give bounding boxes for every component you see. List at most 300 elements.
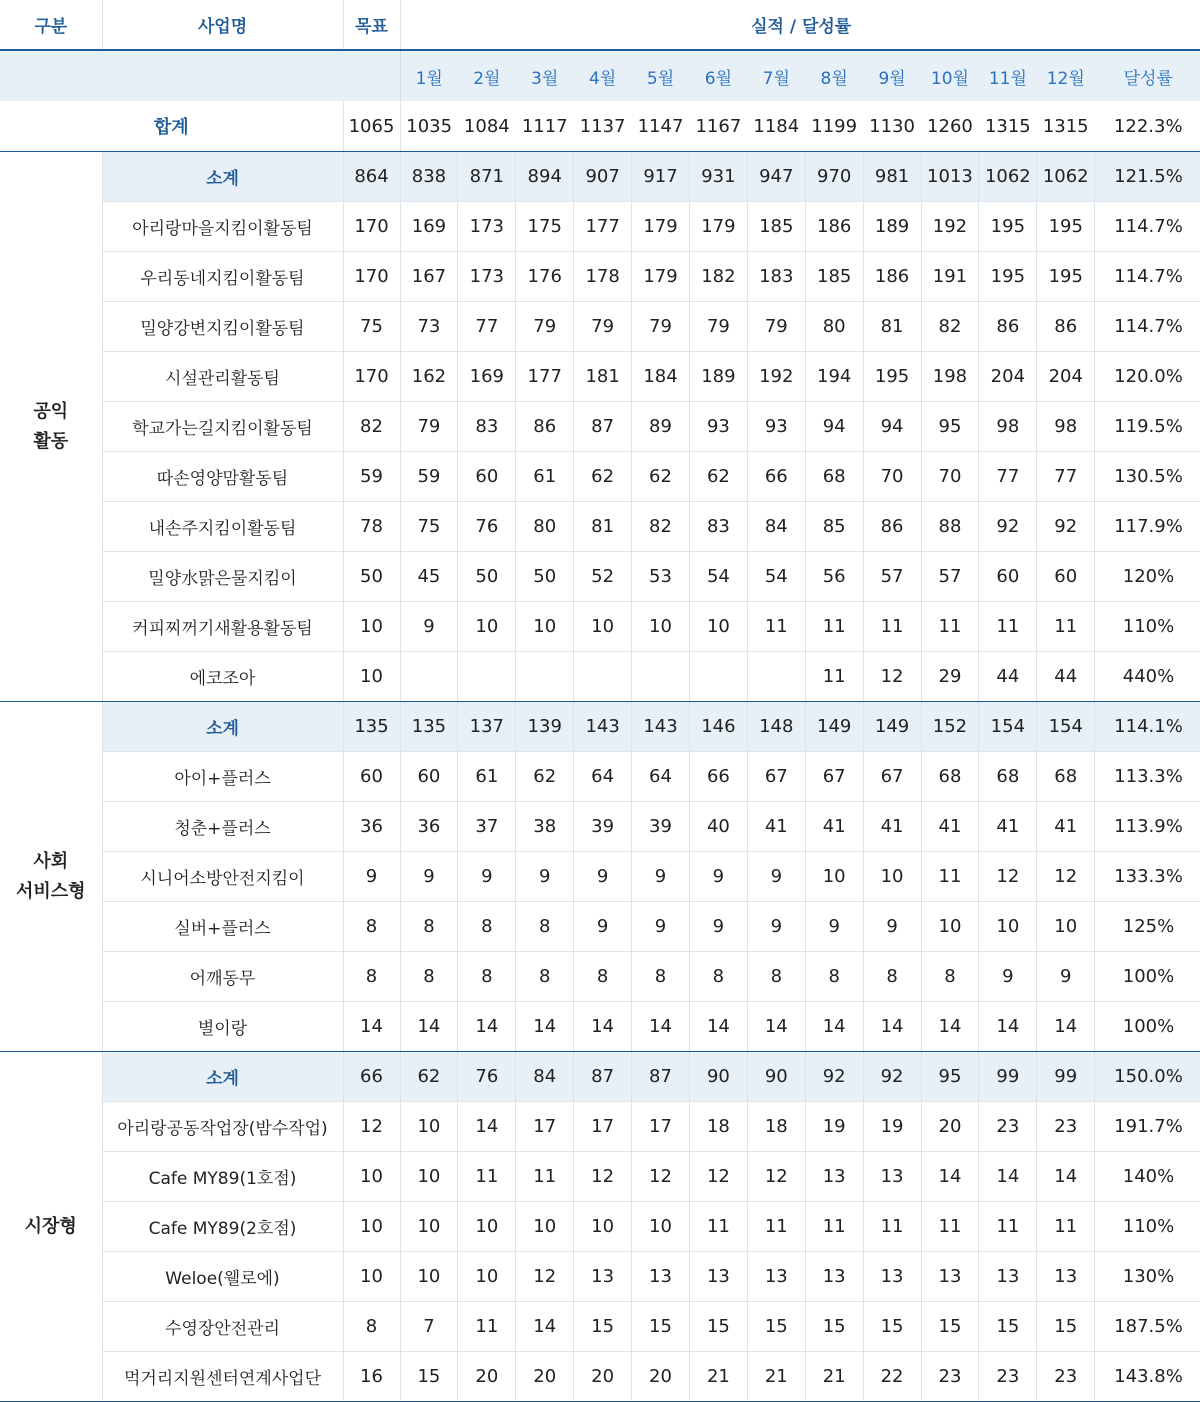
month-cell: 8 (921, 952, 979, 1002)
table-row (0, 752, 1200, 802)
month-cell: 186 (863, 252, 921, 302)
goal-cell: 78 (343, 502, 400, 552)
goal-cell: 10 (343, 1202, 400, 1252)
month-cell (689, 652, 747, 702)
month-cell: 9 (689, 852, 747, 902)
rate-cell: 125% (1095, 902, 1200, 952)
month-cell: 9 (574, 902, 632, 952)
project-name: 실버+플러스 (102, 902, 343, 952)
project-name: 내손주지킴이활동팀 (102, 502, 343, 552)
month-cell: 173 (458, 252, 516, 302)
month-cell: 18 (747, 1102, 805, 1152)
total-month-cell: 1260 (921, 101, 979, 152)
table-row (0, 1352, 1200, 1402)
month-cell: 94 (863, 402, 921, 452)
project-name: 밀양水맑은물지킴이 (102, 552, 343, 602)
month-header-cell: 10월 (921, 50, 979, 101)
project-name: 에코조아 (102, 652, 343, 702)
month-cell: 13 (805, 1252, 863, 1302)
month-cell: 8 (458, 902, 516, 952)
month-cell: 10 (458, 1202, 516, 1252)
month-cell: 135 (400, 702, 458, 752)
month-cell: 137 (458, 702, 516, 752)
table-row (0, 852, 1200, 902)
month-cell: 75 (400, 502, 458, 552)
month-cell: 85 (805, 502, 863, 552)
goal-cell: 170 (343, 352, 400, 402)
month-cell: 19 (863, 1102, 921, 1152)
month-cell: 11 (979, 602, 1037, 652)
month-cell: 9 (516, 852, 574, 902)
month-cell: 195 (1037, 252, 1095, 302)
month-cell: 98 (1037, 402, 1095, 452)
goal-cell: 10 (343, 652, 400, 702)
month-cell: 182 (689, 252, 747, 302)
project-name: 커피찌꺼기새활용활동팀 (102, 602, 343, 652)
month-cell: 195 (979, 202, 1037, 252)
month-header-cell: 5월 (632, 50, 690, 101)
month-cell: 80 (516, 502, 574, 552)
month-cell: 45 (400, 552, 458, 602)
table-row (0, 1102, 1200, 1152)
month-cell (747, 652, 805, 702)
month-cell: 8 (747, 952, 805, 1002)
goal-cell: 170 (343, 252, 400, 302)
month-cell: 12 (1037, 852, 1095, 902)
month-cell: 84 (516, 1052, 574, 1102)
month-cell: 9 (574, 852, 632, 902)
month-cell: 61 (458, 752, 516, 802)
month-cell: 12 (979, 852, 1037, 902)
month-cell: 154 (979, 702, 1037, 752)
month-cell: 194 (805, 352, 863, 402)
month-cell: 20 (516, 1352, 574, 1402)
month-cell: 179 (632, 252, 690, 302)
goal-cell: 9 (343, 852, 400, 902)
month-cell: 204 (1037, 352, 1095, 402)
month-cell: 8 (400, 902, 458, 952)
month-cell: 67 (747, 752, 805, 802)
month-cell: 54 (689, 552, 747, 602)
rate-cell: 143.8% (1095, 1352, 1200, 1402)
month-cell: 10 (400, 1252, 458, 1302)
month-cell: 917 (632, 152, 690, 202)
month-cell: 41 (1037, 802, 1095, 852)
month-cell: 90 (689, 1052, 747, 1102)
month-cell: 8 (632, 952, 690, 1002)
month-cell: 189 (689, 352, 747, 402)
month-cell: 14 (921, 1002, 979, 1052)
month-cell: 81 (574, 502, 632, 552)
month-cell: 87 (574, 1052, 632, 1102)
month-cell (400, 652, 458, 702)
goal-cell: 36 (343, 802, 400, 852)
goal-cell: 60 (343, 752, 400, 802)
month-cell: 181 (574, 352, 632, 402)
month-cell: 10 (1037, 902, 1095, 952)
month-cell: 14 (747, 1002, 805, 1052)
project-name: 아리랑공동작업장(밤수작업) (102, 1102, 343, 1152)
month-cell: 79 (400, 402, 458, 452)
month-cell: 21 (689, 1352, 747, 1402)
table-row (0, 802, 1200, 852)
month-cell: 66 (689, 752, 747, 802)
month-cell: 13 (979, 1252, 1037, 1302)
rate-cell: 191.7% (1095, 1102, 1200, 1152)
table-row (0, 1252, 1200, 1302)
rate-cell: 110% (1095, 602, 1200, 652)
month-cell: 13 (863, 1252, 921, 1302)
month-cell: 22 (863, 1352, 921, 1402)
month-cell: 18 (689, 1102, 747, 1152)
month-header-cell: 7월 (747, 50, 805, 101)
month-cell: 20 (921, 1102, 979, 1152)
month-cell: 23 (979, 1352, 1037, 1402)
month-cell: 82 (632, 502, 690, 552)
table-row (0, 552, 1200, 602)
month-cell: 13 (689, 1252, 747, 1302)
month-header-cell: 6월 (689, 50, 747, 101)
month-cell: 14 (1037, 1152, 1095, 1202)
month-cell: 154 (1037, 702, 1095, 752)
month-cell: 11 (458, 1302, 516, 1352)
table-row (0, 202, 1200, 252)
goal-cell: 82 (343, 402, 400, 452)
month-cell: 79 (516, 302, 574, 352)
month-cell: 11 (921, 602, 979, 652)
total-month-cell: 1130 (863, 101, 921, 152)
month-cell: 50 (458, 552, 516, 602)
month-cell: 14 (574, 1002, 632, 1052)
month-cell: 86 (516, 402, 574, 452)
month-cell: 9 (689, 902, 747, 952)
project-name: 소계 (102, 702, 343, 752)
month-cell: 23 (1037, 1102, 1095, 1152)
subtotal-row (0, 1052, 1200, 1102)
month-cell: 143 (574, 702, 632, 752)
month-cell: 41 (805, 802, 863, 852)
month-cell: 53 (632, 552, 690, 602)
month-cell: 59 (400, 452, 458, 502)
month-cell: 204 (979, 352, 1037, 402)
total-month-cell: 1137 (574, 101, 632, 152)
month-cell: 15 (689, 1302, 747, 1352)
month-cell: 23 (979, 1102, 1037, 1152)
month-cell: 29 (921, 652, 979, 702)
total-row (0, 101, 1200, 152)
month-cell: 60 (458, 452, 516, 502)
total-month-cell: 1199 (805, 101, 863, 152)
rate-cell: 114.7% (1095, 302, 1200, 352)
month-cell: 36 (400, 802, 458, 852)
total-month-cell: 1315 (979, 101, 1037, 152)
month-cell: 8 (516, 902, 574, 952)
month-cell: 12 (863, 652, 921, 702)
month-cell: 1062 (1037, 152, 1095, 202)
month-cell: 41 (921, 802, 979, 852)
month-cell: 77 (1037, 452, 1095, 502)
month-cell: 39 (574, 802, 632, 852)
total-rate-cell: 122.3% (1095, 101, 1200, 152)
month-cell: 21 (805, 1352, 863, 1402)
month-cell: 189 (863, 202, 921, 252)
month-cell: 82 (921, 302, 979, 352)
month-cell: 54 (747, 552, 805, 602)
rate-cell: 117.9% (1095, 502, 1200, 552)
month-cell: 80 (805, 302, 863, 352)
month-cell: 86 (863, 502, 921, 552)
goal-cell: 16 (343, 1352, 400, 1402)
goal-cell: 12 (343, 1102, 400, 1152)
month-cell: 931 (689, 152, 747, 202)
month-cell: 169 (400, 202, 458, 252)
month-cell: 57 (863, 552, 921, 602)
project-name: 소계 (102, 1052, 343, 1102)
rate-cell: 150.0% (1095, 1052, 1200, 1102)
rate-cell: 114.7% (1095, 202, 1200, 252)
month-cell: 11 (921, 852, 979, 902)
month-cell: 19 (805, 1102, 863, 1152)
month-cell: 15 (574, 1302, 632, 1352)
month-cell: 981 (863, 152, 921, 202)
month-cell: 92 (863, 1052, 921, 1102)
month-cell: 192 (747, 352, 805, 402)
month-cell: 8 (805, 952, 863, 1002)
month-cell: 9 (400, 602, 458, 652)
month-cell: 17 (632, 1102, 690, 1152)
month-cell: 83 (458, 402, 516, 452)
month-cell: 13 (574, 1252, 632, 1302)
month-cell: 9 (747, 902, 805, 952)
month-cell: 60 (1037, 552, 1095, 602)
month-cell: 14 (458, 1002, 516, 1052)
goal-cell: 8 (343, 902, 400, 952)
month-cell: 64 (632, 752, 690, 802)
project-name: Cafe MY89(2호점) (102, 1202, 343, 1252)
month-cell: 38 (516, 802, 574, 852)
month-cell: 79 (574, 302, 632, 352)
rate-cell: 100% (1095, 952, 1200, 1002)
month-cell: 9 (458, 852, 516, 902)
month-cell: 907 (574, 152, 632, 202)
subtotal-row (0, 152, 1200, 202)
month-cell: 198 (921, 352, 979, 402)
month-cell: 93 (689, 402, 747, 452)
goal-cell: 50 (343, 552, 400, 602)
month-cell: 10 (458, 1252, 516, 1302)
rate-cell: 120% (1095, 552, 1200, 602)
month-cell: 14 (805, 1002, 863, 1052)
month-cell: 9 (805, 902, 863, 952)
total-month-cell: 1184 (747, 101, 805, 152)
rate-cell: 119.5% (1095, 402, 1200, 452)
month-cell: 50 (516, 552, 574, 602)
month-cell: 183 (747, 252, 805, 302)
month-cell: 90 (747, 1052, 805, 1102)
month-cell: 44 (1037, 652, 1095, 702)
month-cell: 162 (400, 352, 458, 402)
month-header-cell: 12월 (1037, 50, 1095, 101)
month-cell: 68 (921, 752, 979, 802)
month-cell (632, 652, 690, 702)
project-name: 어깨동무 (102, 952, 343, 1002)
month-cell: 88 (921, 502, 979, 552)
month-cell: 14 (1037, 1002, 1095, 1052)
total-label: 합계 (0, 101, 343, 152)
rate-cell: 114.1% (1095, 702, 1200, 752)
month-cell: 178 (574, 252, 632, 302)
total-month-cell: 1035 (400, 101, 458, 152)
month-header-cell: 3월 (516, 50, 574, 101)
month-cell: 62 (400, 1052, 458, 1102)
month-cell: 79 (747, 302, 805, 352)
month-cell: 14 (400, 1002, 458, 1052)
month-header-cell: 8월 (805, 50, 863, 101)
rate-cell: 440% (1095, 652, 1200, 702)
month-cell: 15 (863, 1302, 921, 1352)
month-cell: 10 (689, 602, 747, 652)
project-name: Cafe MY89(1호점) (102, 1152, 343, 1202)
table-row (0, 652, 1200, 702)
table-row (0, 352, 1200, 402)
month-cell: 11 (921, 1202, 979, 1252)
header-goal: 목표 (343, 0, 400, 50)
month-cell: 14 (516, 1002, 574, 1052)
goal-cell: 10 (343, 1152, 400, 1202)
month-cell: 149 (863, 702, 921, 752)
total-month-cell: 1147 (632, 101, 690, 152)
month-cell: 1062 (979, 152, 1037, 202)
month-cell: 23 (921, 1352, 979, 1402)
month-cell: 8 (574, 952, 632, 1002)
goal-cell: 135 (343, 702, 400, 752)
month-cell: 41 (747, 802, 805, 852)
table-row (0, 1002, 1200, 1052)
project-name: Weloe(웰로에) (102, 1252, 343, 1302)
month-cell: 76 (458, 502, 516, 552)
month-cell: 60 (400, 752, 458, 802)
rate-cell: 133.3% (1095, 852, 1200, 902)
month-cell: 179 (689, 202, 747, 252)
month-cell (574, 652, 632, 702)
month-cell: 41 (863, 802, 921, 852)
table-row (0, 602, 1200, 652)
month-cell: 14 (863, 1002, 921, 1052)
month-cell: 86 (1037, 302, 1095, 352)
goal-cell: 10 (343, 602, 400, 652)
month-row-goal-blank (343, 50, 400, 101)
month-cell: 99 (979, 1052, 1037, 1102)
month-cell: 9 (1037, 952, 1095, 1002)
goal-cell: 10 (343, 1252, 400, 1302)
month-cell: 62 (632, 452, 690, 502)
month-cell: 70 (863, 452, 921, 502)
project-name: 시설관리활동팀 (102, 352, 343, 402)
goal-cell: 8 (343, 952, 400, 1002)
month-cell: 62 (689, 452, 747, 502)
month-cell: 79 (632, 302, 690, 352)
month-cell: 14 (921, 1152, 979, 1202)
month-cell: 184 (632, 352, 690, 402)
month-cell: 87 (632, 1052, 690, 1102)
table-row (0, 1202, 1200, 1252)
month-cell: 13 (863, 1152, 921, 1202)
month-cell: 67 (863, 752, 921, 802)
month-cell: 70 (921, 452, 979, 502)
month-cell: 17 (516, 1102, 574, 1152)
month-cell: 10 (863, 852, 921, 902)
month-cell: 192 (921, 202, 979, 252)
month-cell: 12 (516, 1252, 574, 1302)
month-cell: 185 (747, 202, 805, 252)
table-row (0, 302, 1200, 352)
group-label: 시장형 (0, 1052, 102, 1402)
month-cell: 92 (1037, 502, 1095, 552)
month-cell: 39 (632, 802, 690, 852)
month-cell: 14 (689, 1002, 747, 1052)
month-cell: 81 (863, 302, 921, 352)
month-cell (458, 652, 516, 702)
month-cell: 64 (574, 752, 632, 802)
table-row (0, 452, 1200, 502)
month-cell: 10 (400, 1202, 458, 1252)
table-row (0, 952, 1200, 1002)
month-cell: 13 (632, 1252, 690, 1302)
rate-cell: 187.5% (1095, 1302, 1200, 1352)
goal-cell: 59 (343, 452, 400, 502)
month-cell: 871 (458, 152, 516, 202)
project-name: 따손영양맘활동팀 (102, 452, 343, 502)
month-cell: 84 (747, 502, 805, 552)
month-cell: 970 (805, 152, 863, 202)
project-name: 우리동네지킴이활동팀 (102, 252, 343, 302)
month-cell: 62 (516, 752, 574, 802)
month-cell: 195 (979, 252, 1037, 302)
month-cell: 98 (979, 402, 1037, 452)
month-header-row (0, 50, 1200, 101)
month-cell: 56 (805, 552, 863, 602)
rate-cell: 120.0% (1095, 352, 1200, 402)
month-cell: 947 (747, 152, 805, 202)
month-cell: 9 (979, 952, 1037, 1002)
month-cell: 9 (863, 902, 921, 952)
month-cell: 92 (979, 502, 1037, 552)
header-name: 사업명 (102, 0, 343, 50)
month-cell: 11 (805, 1202, 863, 1252)
month-cell: 12 (574, 1152, 632, 1202)
month-cell: 12 (632, 1152, 690, 1202)
project-name: 밀양강변지킴이활동팀 (102, 302, 343, 352)
month-cell: 10 (805, 852, 863, 902)
month-cell: 57 (921, 552, 979, 602)
month-cell: 20 (574, 1352, 632, 1402)
month-cell: 11 (805, 652, 863, 702)
month-cell: 15 (1037, 1302, 1095, 1352)
month-cell: 1013 (921, 152, 979, 202)
month-header-cell: 2월 (458, 50, 516, 101)
month-cell: 10 (921, 902, 979, 952)
goal-cell: 864 (343, 152, 400, 202)
month-cell: 73 (400, 302, 458, 352)
month-cell: 44 (979, 652, 1037, 702)
month-cell: 7 (400, 1302, 458, 1352)
month-cell: 12 (747, 1152, 805, 1202)
rate-header-cell: 달성률 (1095, 50, 1200, 101)
month-cell: 83 (689, 502, 747, 552)
month-row-blank (0, 50, 343, 101)
month-cell: 10 (574, 1202, 632, 1252)
total-month-cell: 1167 (689, 101, 747, 152)
